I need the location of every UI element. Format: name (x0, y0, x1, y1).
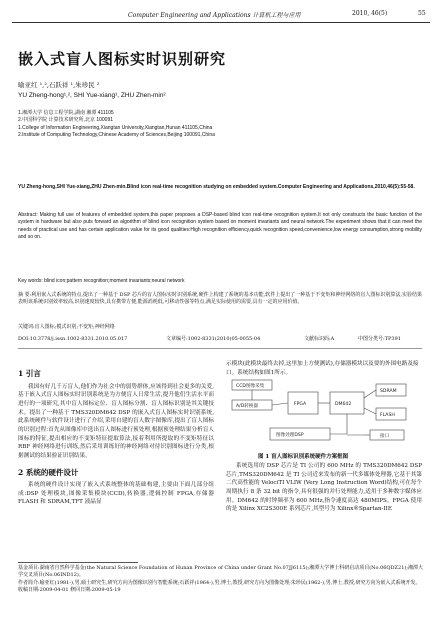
keywords-english: Key words: blind icon;pattern recognition;moment invariants;neural network (18, 278, 185, 284)
affiliation-line: 2.中国科学院 计算技术研究所,北京 100091 (18, 117, 114, 124)
running-header (0, 10, 440, 22)
page-number: 55 (418, 10, 426, 17)
volume-issue: 2010, 46(5) (352, 10, 388, 17)
affiliation-line: 2.Institute of Computing Technology,Chinese Academy of Sciences,Beijing 100091,China (18, 131, 215, 138)
abstract-chinese: 摘 要:利用嵌入式系统的特点,提出了一种基于 DSP 芯片的盲人图标实时识别系统,硬件上构建了系统的基本功能,软件上提出了一种基于不变矩和神经网络的盲人图标识别算法,实验结果表明该系统识别效率较高,识别速度较快,具有携带方便,能源消耗低,可移动性强等特点,满足实际使用的需要,具有一定的应用价值。 (18, 292, 422, 306)
right-column-body (226, 462, 422, 514)
footnote-dates: 收稿日期:2009-04-01 修回日期:2009-05-19 (18, 586, 121, 593)
citation: YU Zheng-hong,SHI Yue-xiang,ZHU Zhen-min.Blind icon real-time recognition studying on embedded system.Computer Engineering and Applications,2010,46(5):55-58. (18, 184, 415, 190)
section-heading-hardware: 2 系统的硬件设计 (18, 467, 79, 477)
authors-english: YU Zheng-hong¹,², SHI Yue-xiang¹, ZHU Zhen-min² (18, 92, 166, 99)
article-number: 文章编号:1002-8331(2010)05-0055-04 (166, 336, 261, 342)
diagram-label: 图像处理DSP (276, 433, 304, 438)
keywords-chinese: 关键词:盲人图标;模式识别;不变矩;神经网络 (18, 324, 115, 330)
hardware-body: 系统的硬件设计实现了嵌入式系统整体的基础构建,主要由下面几部分组成:DSP 处理模块,图像采集模块(CCD),转换器,逻辑控制 FPGA,存储器 FLASH 和 SDRAM,TFT 液晶显 (18, 482, 214, 506)
document-code: 文献标识码:A (304, 336, 335, 342)
classification-number: 中图分类号:TP391 (358, 336, 401, 342)
article-metadata (18, 336, 422, 346)
introduction-body: 我国有好几千万盲人,他们作为社会中的弱势群体,应该得到社会更多的关爱,基于嵌入式盲人图标实时识别系统是为方便盲人日常生活,提升他们生活水平而进行的一项研究,其中盲人图标定位、盲人图标分割、盲人图标识别是其关键技术。提出了一种基于 TMS320DM642 DSP 的嵌入式盲人图标实时识别系统,此系统硬件与软件设计进行了介绍,采用自建的盲人数字图像库,提出了盲人图标的识别过程:首先从图像库中选出盲人图标进行预处理,根据预处理结果分析盲人图标的特征,提出相应的不变矩特征提取算法,接着利用所提取的不变矩特征以 RBF 神经网络进行训练,然后采用训练好的神经网络对待识别图标进行分类,根据测试的结果验证识别结果。 (18, 383, 214, 459)
footnote-rule (18, 562, 138, 563)
figure-caption: 图 1 盲人图标识别系统硬件方案框图 (258, 454, 349, 460)
affiliations (18, 110, 428, 139)
header-rule (12, 22, 430, 23)
diagram-label: A/D转换器 (236, 404, 259, 409)
diagram-label: CCD图像采集 (236, 384, 265, 389)
hardware-block-diagram (230, 378, 410, 446)
diagram-label: FPGA (294, 402, 307, 407)
footnotes (18, 565, 428, 594)
right-column-paragraph: 系统选用的 DSP 芯片是 TI 公司的 600 MHz 的 TMS320DM642 DSP 芯片,TMS320DM642 是 TI 公司近来发布的新一代多媒体处理器,它基于其第二代高性能的 VelociTI VLIW (Very Long Instruction Word)结构,可在每个周期执行 8 条 32 bit 的指令,具有很强的并行处理能力,适用于多种数字媒体应用。DM642 的时钟频率为 600 MHz,指令速度高达 480MIPS。FPGA 使用的是 Xilinx XC2S300E 系列芯片,其型号为 Xilinx®Spartan-IIE (226, 463, 422, 513)
diagram-label: 接口 (380, 434, 390, 439)
left-column (18, 368, 214, 507)
footnote-funding: 基金项目:湖南省自然科学基金(the Natural Science Foundation of Hunan Province of China under Grant No.07JJ6115);湘潭大学博士科研启动项目(No.06QDZ21);湘潭大学交叉项目(No.06IND12)。 (18, 565, 424, 579)
paper-title: 嵌入式盲人图标实时识别研究 (18, 50, 227, 68)
abstract-english: Abstract: Making full use of features of embedded system,this paper proposes a DSP-based blind icon real-time recognition system.It not only constructs the basic function of the system in hardware but also puts forward an algorithm of blind icon recognition system based on moment invariants and neural network.The experiment shows that it can meet the needs of practical use and has certain application value for its good qualities:High recognition efficiency,quick recognition speed,convenience,low energy consumption,strong mobility and so on. (18, 212, 422, 240)
diagram-label: FLASH (380, 413, 395, 418)
section-divider (18, 348, 422, 349)
journal-name: Computer Engineering and Applications 计算机工程与应用 (128, 12, 301, 19)
right-column-top-text: 示模块(此模块最终去掉,这里加上方便测试),存储器模块以及要的外围电路及接口。系统结构如图1所示。 (226, 361, 419, 376)
diagram-label: SDRAM (380, 389, 397, 394)
section-heading-introduction: 1 引言 (18, 369, 41, 378)
affiliation-line: 1.College of Information Engineering,Xiangtan University,Xiangtan,Hunan 411105,China (18, 124, 213, 131)
doi: DOI:10.3778/j.issn.1002-8331.2010.05.017 (18, 336, 128, 342)
affiliation-line: 1.湘潭大学 信息工程学院,湖南 湘潭 411105 (18, 110, 114, 116)
footnote-authors: 作者简介:喻亚红(1981-),男,硕士研究生,研究方向为图像识别与智能系统;石跃祥(1964-),男,博士,教授,研究方向为图像处理;朱珍民(1962-),男,博士,教授,研究方向为嵌入式系统开发。 (18, 579, 421, 586)
diagram-label: DM642 (335, 402, 352, 407)
authors-chinese: 喻亚红 ¹,²,石跃祥 ¹,朱珍民 ² (18, 81, 100, 89)
